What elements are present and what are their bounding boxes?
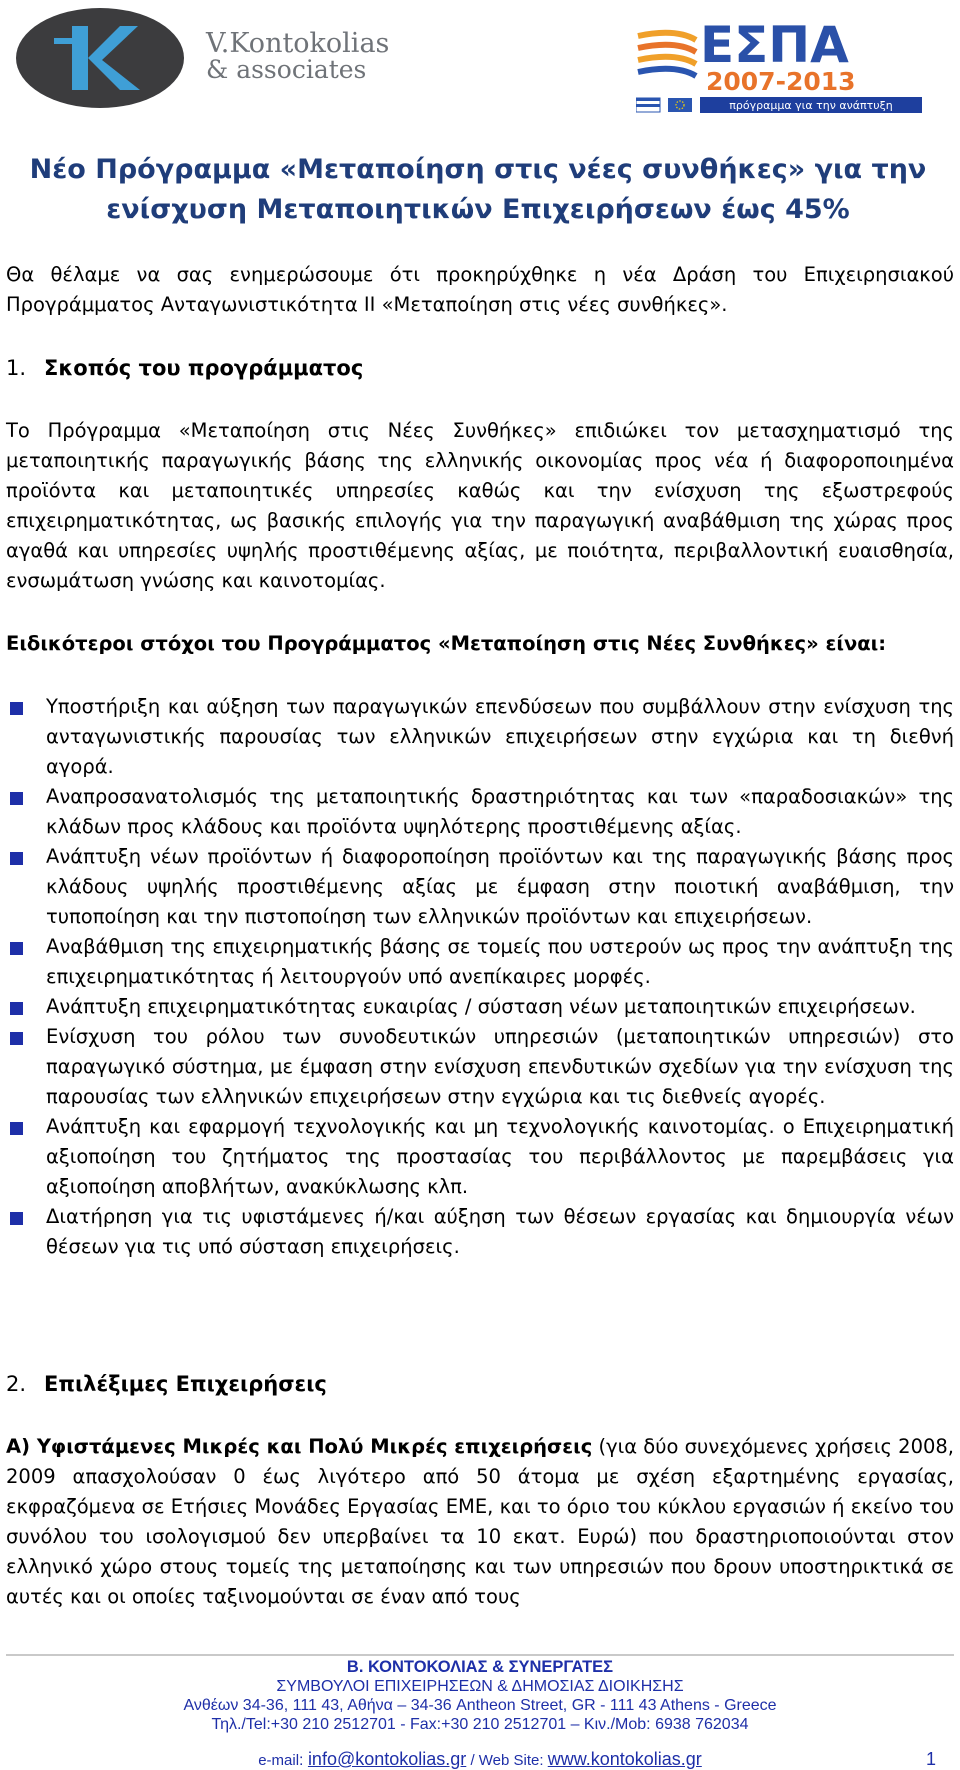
espa-tagline: πρόγραμμα για την ανάπτυξη	[729, 99, 893, 112]
list-item: Ανάπτυξη νέων προϊόντων ή διαφοροποίηση προϊόντων και της παραγωγικής βάσης προς κλάδους υψηλής προστιθέμενης αξίας με έμφαση στην ποιοτική αναβάθμιση, την τυποποίηση και την πιστοποίηση των ελληνικών προϊόντων και επιχειρήσεων.	[6, 842, 954, 932]
bullet-square-icon	[10, 942, 23, 955]
intro-paragraph: Θα θέλαμε να σας ενημερώσουμε ότι προκηρύχθηκε η νέα Δράση του Επιχειρησιακού Προγράμματος Ανταγωνιστικότητα ΙΙ «Μεταποίηση στις νέες συνθήκες».	[6, 263, 954, 316]
objectives-list	[6, 692, 954, 1262]
list-item: Υποστήριξη και αύξηση των παραγωγικών επενδύσεων που συμβάλλουν στην ενίσχυση της ανταγωνιστικής παρουσίας των ελληνικών επιχειρήσεων στην εγχώρια και τη διεθνή αγορά.	[6, 692, 954, 782]
page-header	[0, 0, 960, 150]
kontokolias-logo	[16, 8, 456, 108]
section-2-body: (για δύο συνεχόμενες χρήσεις 2008, 2009 απασχολούσαν 0 έως λιγότερο από 50 άτομα με σχέση εξαρτημένης εργασίας, εκφραζόμενα σε Ετήσιες Μονάδες Εργασίας ΕΜΕ, και το όριο του κύκλου εργασιών ή εκείνο του συνόλου του ισολογισμού δεν υπερβαίνει τα 10 εκατ. Ευρώ) που δραστηριοποιούνται στον ελληνικό χώρο στους τομείς της μεταποίησης και των υπηρεσιών που δρουν υποστηρικτικά σε αυτές και οι οποίες ταξινομούνται σε έναν από τους	[6, 1435, 954, 1608]
footer-divider	[6, 1654, 954, 1656]
section-1-paragraph: Το Πρόγραμμα «Μεταποίηση στις Νέες Συνθήκες» επιδιώκει τον μετασχηματισμό της μεταποιητικής παραγωγικής βάσης της ελληνικής οικονομίας προς νέα ή διαφοροποιημένα προϊόντα και μεταποιητικές υπηρεσίες καθώς και την ενίσχυση της εξωστρεφούς επιχειρηματικότητας, ως βασικής επιλογής για την παραγωγική αναβάθμιση της χώρας προς αγαθά και υπηρεσίες υψηλής προστιθέμενης αξίας, με ποιότητα, περιβαλλοντική ευαισθησία, ενσωμάτωση γνώσης και καινοτομίας.	[6, 419, 954, 592]
list-item: Ανάπτυξη επιχειρηματικότητας ευκαιρίας / σύσταση νέων μεταποιητικών επιχειρήσεων.	[6, 992, 954, 1022]
list-item: Αναπροσανατολισμός της μεταποιητικής δραστηριότητας και των «παραδοσιακών» της κλάδων προς κλάδους και προϊόντα υψηλότερης προστιθέμενης αξίας.	[6, 782, 954, 842]
section-2-title: Επιλέξιμες Επιχειρήσεις	[44, 1372, 327, 1396]
bullet-square-icon	[10, 792, 23, 805]
document-title: Νέο Πρόγραμμα «Μεταποίηση στις νέες συνθήκες» για την ενίσχυση Μεταποιητικών Επιχειρήσεων έως 45%	[29, 154, 927, 225]
bullet-square-icon	[10, 1212, 23, 1225]
footer-address: Ανθέων 34-36, 111 43, Αθήνα – 34-36 Antheon Street, GR - 111 43 Athens - Greece	[183, 1697, 777, 1714]
footer-company: Β. ΚΟΝΤΟΚΟΛΙΑΣ & ΣΥΝΕΡΓΑΤΕΣ	[346, 1658, 614, 1676]
web-label: / Web Site:	[466, 1752, 548, 1769]
page-number: 1	[925, 1749, 936, 1769]
list-item: Ανάπτυξη και εφαρμογή τεχνολογικής και μη τεχνολογικής καινοτομίας. ο Επιχειρηματική αξιοποίηση του ζητήματος της προστασίας του περιβάλλοντος με παρεμβάσεις για αξιοποίηση αποβλήτων, ανακύκλωσης κλπ.	[6, 1112, 954, 1202]
espa-years: 2007-2013	[706, 67, 856, 96]
page-footer	[0, 1658, 960, 1769]
bullet-square-icon	[10, 1032, 23, 1045]
section-2-lead: Α) Υφιστάμενες Μικρές και Πολύ Μικρές επιχειρήσεις	[6, 1435, 593, 1458]
website-link[interactable]: www.kontokolias.gr	[547, 1749, 702, 1769]
section-2-paragraph	[6, 1432, 954, 1612]
bullet-square-icon	[10, 1002, 23, 1015]
email-colon: :	[299, 1752, 304, 1769]
list-item: Ενίσχυση του ρόλου των συνοδευτικών υπηρεσιών (μεταποιητικών υπηρεσιών) στο παραγωγικό σύστημα, με έμφαση στην ενίσχυση επενδυτικών σχεδίων για την ενίσχυση της παρουσίας των ελληνικών επιχειρήσεων στην εγχώρια και τις διεθνείς αγορές.	[6, 1022, 954, 1112]
list-item: Αναβάθμιση της επιχειρηματικής βάσης σε τομείς που υστερούν ως προς την ανάπτυξη της επιχειρηματικότητας ή λειτουργούν υπό ανεπίκαιρες μορφές.	[6, 932, 954, 992]
footer-phones: Τηλ./Tel:+30 210 2512701 - Fax:+30 210 2512701 – Κιν./Mob: 6938 762034	[211, 1716, 749, 1733]
bullet-square-icon	[10, 702, 23, 715]
bullet-square-icon	[10, 1122, 23, 1135]
email-label: e-mail	[258, 1752, 300, 1769]
email-link[interactable]: info@kontokolias.gr	[307, 1749, 467, 1769]
footer-subtitle: ΣΥΜΒΟΥΛΟΙ ΕΠΙΧΕΙΡΗΣΕΩΝ & ΔΗΜΟΣΙΑΣ ΔΙΟΙΚΗΣΗΣ	[276, 1678, 684, 1695]
espa-wordmark: ΕΣΠΑ	[700, 16, 849, 74]
section-2-number: 2.	[6, 1372, 27, 1396]
section-1-title: Σκοπός του προγράμματος	[44, 356, 364, 380]
logo-left-line-2: & associates	[206, 55, 367, 84]
list-item: Διατήρηση για τις υφιστάμενες ή/και αύξηση των θέσεων εργασίας και δημιουργία νέων θέσεων για τις υπό σύσταση επιχειρήσεις.	[6, 1202, 954, 1262]
bullet-square-icon	[10, 852, 23, 865]
section-2-heading	[6, 1372, 327, 1396]
logo-left-line-1: V.Kontokolias	[206, 28, 390, 59]
section-1-number: 1.	[6, 356, 27, 380]
espa-logo	[636, 14, 928, 114]
footer-contact	[0, 1750, 960, 1770]
objectives-heading: Ειδικότεροι στόχοι του Προγράμματος «Μεταποίηση στις Νέες Συνθήκες» είναι:	[6, 632, 887, 655]
section-1-heading	[6, 356, 363, 380]
